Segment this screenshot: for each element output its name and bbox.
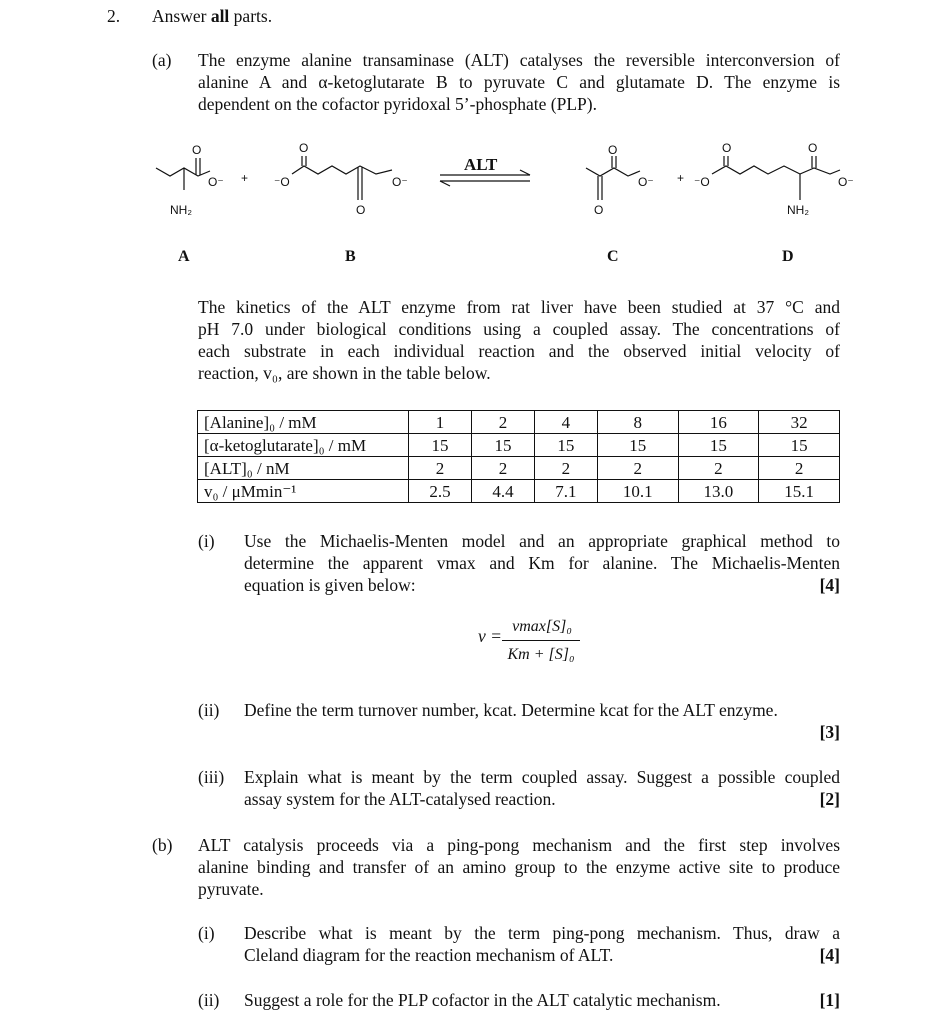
part-a-paragraph-2 [198, 296, 840, 384]
table-cell: 2 [597, 457, 678, 480]
atom-label: NH₂ [787, 203, 809, 217]
table-cell: 7.1 [534, 480, 597, 503]
table-cell: 13.0 [678, 480, 759, 503]
sub-a-iii-marks: [2] [819, 789, 840, 809]
table-row-header: [α-ketoglutarate]₀ / mM [198, 434, 409, 457]
sub-a-i-line-3: equation is given below: [244, 575, 416, 595]
table-row [198, 411, 840, 434]
sub-a-i-label: (i) [198, 531, 215, 551]
table-cell: 15 [759, 434, 840, 457]
part-b-text [198, 834, 840, 900]
kinetics-table [197, 410, 840, 503]
table-cell: 2 [678, 457, 759, 480]
table-cell: 4 [534, 411, 597, 434]
atom-label: O [608, 143, 618, 157]
compound-label-c: C [607, 248, 619, 265]
alanine-structure [156, 158, 210, 190]
sub-a-iii-line-2: assay system for the ALT-catalysed reaction. [244, 789, 556, 809]
part-a-p1-line-3: dependent on the cofactor pyridoxal 5’-phosphate (PLP). [198, 94, 597, 114]
sub-b-i-marks: [4] [819, 945, 840, 965]
table-cell: 15 [534, 434, 597, 457]
table-cell: 2.5 [409, 480, 472, 503]
atom-label: O [356, 203, 366, 217]
part-a-p2-line-4: reaction, v₀, are shown in the table below. [198, 363, 491, 383]
table-row-header: [Alanine]₀ / mM [198, 411, 409, 434]
sub-a-iii-text [244, 766, 840, 810]
sub-b-i-label: (i) [198, 923, 215, 943]
part-a-p2-line-1: The kinetics of the ALT enzyme from rat liver have been studied at 37 °C and [198, 297, 840, 317]
table-cell: 2 [471, 457, 534, 480]
sub-a-iii-line-1: Explain what is meant by the term coupled assay. Suggest a possible coupled [244, 767, 840, 787]
table-cell: 8 [597, 411, 678, 434]
compound-label-d: D [782, 248, 794, 265]
atom-label: O [808, 141, 818, 155]
table-row-header: v₀ / μMmin⁻¹ [198, 480, 409, 503]
table-row [198, 480, 840, 503]
sub-b-i-line-2: Cleland diagram for the reaction mechanism of ALT. [244, 945, 614, 965]
table-cell: 4.4 [471, 480, 534, 503]
sub-b-i-line-1: Describe what is meant by the term ping-pong mechanism. Thus, draw a [244, 923, 840, 943]
pyruvate-structure [586, 156, 640, 200]
glutamate-structure [712, 156, 840, 200]
sub-a-i-line-2: determine the apparent vmax and Km for alanine. The Michaelis-Menten [244, 553, 840, 573]
reaction-scheme [0, 130, 933, 270]
table-cell: 1 [409, 411, 472, 434]
compound-label-b: B [345, 248, 356, 265]
sub-b-ii-label: (ii) [198, 990, 220, 1010]
atom-label: O [722, 141, 732, 155]
table-cell: 32 [759, 411, 840, 434]
table-row-header: [ALT]₀ / nM [198, 457, 409, 480]
atom-label: O⁻ [838, 175, 854, 189]
atom-label: ⁻O [694, 175, 710, 189]
plus-sign: + [677, 171, 685, 185]
question-number: 2. [107, 6, 121, 26]
table-cell: 2 [534, 457, 597, 480]
part-a-label: (a) [152, 50, 172, 70]
atom-label: O⁻ [392, 175, 408, 189]
equation-fraction-bar [502, 640, 580, 641]
table-cell: 16 [678, 411, 759, 434]
part-b-line-3: pyruvate. [198, 879, 264, 899]
sub-a-ii-marks: [3] [819, 722, 840, 742]
sub-a-i-marks: [4] [819, 575, 840, 595]
table-cell: 15 [409, 434, 472, 457]
part-a-p2-line-2: pH 7.0 under biological conditions using a coupled assay. The concentrations of [198, 319, 840, 339]
atom-label: O [594, 203, 604, 217]
table-cell: 15.1 [759, 480, 840, 503]
table-cell: 10.1 [597, 480, 678, 503]
table-cell: 15 [471, 434, 534, 457]
atom-label: O [299, 141, 309, 155]
table-cell: 2 [409, 457, 472, 480]
plus-sign: + [241, 171, 249, 185]
equation-lhs: v = [478, 626, 502, 646]
ketoglutarate-structure [292, 156, 392, 200]
sub-a-ii-text: Define the term turnover number, kcat. Determine kcat for the ALT enzyme. [244, 700, 778, 720]
equation-denominator: Km + [S]₀ [507, 646, 575, 663]
sub-a-ii-label: (ii) [198, 700, 220, 720]
part-a-p1-line-1: The enzyme alanine transaminase (ALT) catalyses the reversible interconversion of [198, 50, 840, 70]
part-a-paragraph-1 [198, 49, 840, 115]
part-b-label: (b) [152, 835, 173, 855]
equation-numerator: vmax[S]₀ [512, 618, 572, 635]
atom-label: O⁻ [638, 175, 654, 189]
part-a-p2-line-3: each substrate in each individual reaction and the observed initial velocity of [198, 341, 840, 361]
sub-a-i-line-1: Use the Michaelis-Menten model and an appropriate graphical method to [244, 531, 840, 551]
table-cell: 15 [597, 434, 678, 457]
sub-a-iii-label: (iii) [198, 767, 225, 787]
atom-label: ⁻O [274, 175, 290, 189]
part-b-line-1: ALT catalysis proceeds via a ping-pong mechanism and the first step involves [198, 835, 840, 855]
sub-b-i-text [244, 922, 840, 966]
table-row [198, 457, 840, 480]
table-cell: 15 [678, 434, 759, 457]
compound-label-a: A [178, 248, 190, 265]
atom-label: O⁻ [208, 175, 224, 189]
part-b-line-2: alanine binding and transfer of an amino group to the enzyme active site to produce [198, 857, 840, 877]
table-cell: 2 [759, 457, 840, 480]
part-a-p1-line-2: alanine A and α-ketoglutarate B to pyruvate C and glutamate D. The enzyme is [198, 72, 840, 92]
table-row [198, 434, 840, 457]
enzyme-label: ALT [464, 155, 498, 174]
atom-label: O [192, 143, 202, 157]
table-cell: 2 [471, 411, 534, 434]
sub-a-i-text [244, 530, 840, 596]
sub-b-ii-text: Suggest a role for the PLP cofactor in the ALT catalytic mechanism. [244, 990, 721, 1010]
sub-b-ii-marks: [1] [819, 990, 840, 1010]
atom-label: NH₂ [170, 203, 192, 217]
question-intro: Answer all parts. [152, 6, 273, 26]
